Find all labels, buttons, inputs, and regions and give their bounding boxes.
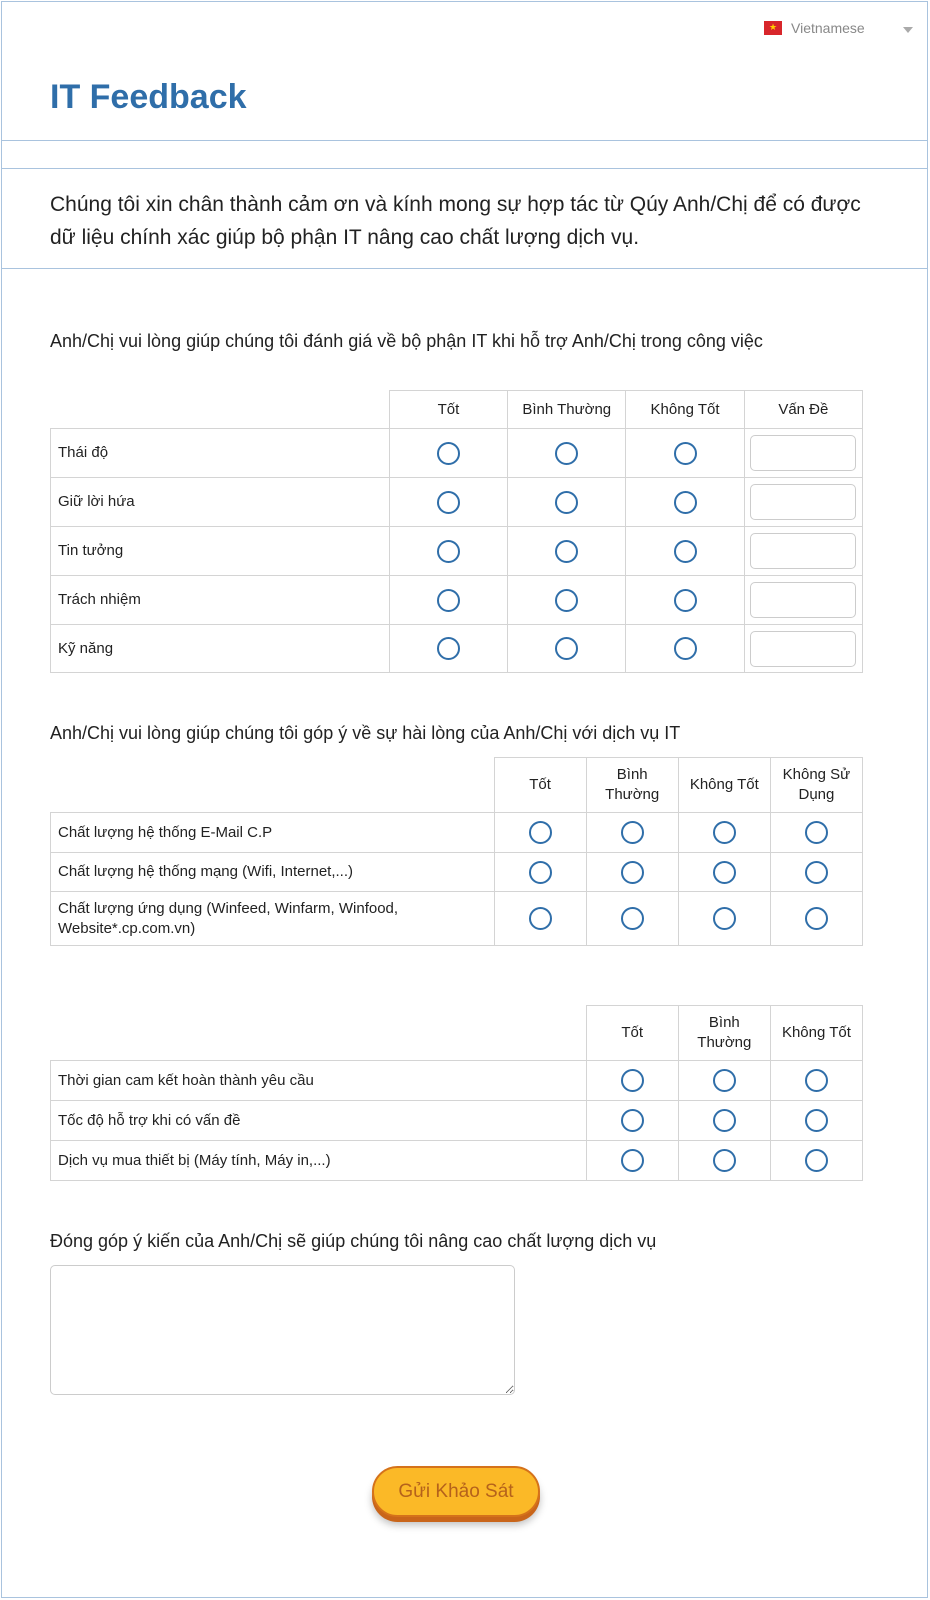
radio-button[interactable] [529,821,552,844]
radio-button[interactable] [555,540,578,563]
matrix-corner [51,758,495,813]
question-2-label: Anh/Chị vui lòng giúp chúng tôi góp ý về sự hài lòng của Anh/Chị với dịch vụ IT [50,723,681,743]
rating-cell [770,1101,862,1141]
rating-cell [678,853,770,892]
table-row [51,478,863,527]
radio-button[interactable] [529,861,552,884]
rating-cell [770,1141,862,1181]
rating-cell [770,853,862,892]
radio-button[interactable] [713,1069,736,1092]
radio-button[interactable] [621,1149,644,1172]
question-4-label: Đóng góp ý kiến của Anh/Chị sẽ giúp chúng tôi nâng cao chất lượng dịch vụ [50,1231,657,1251]
rating-cell [508,429,626,478]
matrix-corner [51,1006,587,1061]
issue-input[interactable] [750,484,856,520]
radio-button[interactable] [713,1109,736,1132]
column-header: Bình Thường [678,1006,770,1061]
issue-cell [744,527,862,576]
table-row [51,853,863,892]
radio-button[interactable] [555,637,578,660]
column-header: Không Sử Dụng [770,758,862,813]
rating-cell [494,813,586,853]
matrix-corner [51,391,390,429]
rating-cell [389,478,507,527]
issue-cell [744,429,862,478]
table-row [51,576,863,625]
radio-button[interactable] [621,907,644,930]
rating-cell [678,892,770,946]
radio-button[interactable] [674,637,697,660]
rating-cell [586,813,678,853]
row-label: Chất lượng hệ thống mạng (Wifi, Internet,...) [51,853,495,892]
rating-cell [508,527,626,576]
rating-cell [389,429,507,478]
issue-cell [744,625,862,673]
radio-button[interactable] [805,861,828,884]
rating-cell [494,853,586,892]
table-row [51,527,863,576]
column-header: Bình Thường [508,391,626,429]
radio-button[interactable] [555,442,578,465]
radio-button[interactable] [621,1069,644,1092]
radio-button[interactable] [674,589,697,612]
rating-cell [678,1061,770,1101]
question-1-label: Anh/Chị vui lòng giúp chúng tôi đánh giá về bộ phận IT khi hỗ trợ Anh/Chị trong công việc [50,331,763,351]
radio-button[interactable] [674,540,697,563]
table-row [51,892,863,946]
radio-button[interactable] [713,861,736,884]
row-label: Tốc độ hỗ trợ khi có vấn đề [51,1101,587,1141]
row-label: Trách nhiệm [51,576,390,625]
table-row [51,1141,863,1181]
divider [1,140,928,141]
feedback-textarea[interactable] [50,1265,515,1395]
row-label: Thời gian cam kết hoàn thành yêu cầu [51,1061,587,1101]
rating-cell [586,1061,678,1101]
radio-button[interactable] [555,491,578,514]
rating-matrix-it-services [50,757,863,946]
issue-input[interactable] [750,631,856,667]
table-row [51,1101,863,1141]
row-label: Kỹ năng [51,625,390,673]
column-header: Tốt [586,1006,678,1061]
table-row [51,813,863,853]
divider [1,268,928,269]
rating-matrix-it-staff [50,390,863,673]
rating-cell [586,892,678,946]
language-selector[interactable] [764,20,865,36]
column-header: Vấn Đề [744,391,862,429]
radio-button[interactable] [437,589,460,612]
rating-cell [626,527,744,576]
table-row [51,625,863,673]
radio-button[interactable] [805,1069,828,1092]
radio-button[interactable] [621,861,644,884]
intro-text: Chúng tôi xin chân thành cảm ơn và kính mong sự hợp tác từ Qúy Anh/Chị để có được dữ liệu chính xác giúp bộ phận IT nâng cao chất lượng dịch vụ. [50,193,861,249]
radio-button[interactable] [555,589,578,612]
issue-input[interactable] [750,533,856,569]
rating-cell [770,1061,862,1101]
rating-cell [626,429,744,478]
rating-cell [626,478,744,527]
rating-matrix-response [50,1005,863,1181]
column-header: Bình Thường [586,758,678,813]
rating-cell [586,853,678,892]
rating-cell [508,576,626,625]
rating-cell [389,576,507,625]
row-label: Thái độ [51,429,390,478]
rating-cell [389,527,507,576]
radio-button[interactable] [805,907,828,930]
issue-cell [744,478,862,527]
radio-button[interactable] [437,637,460,660]
radio-button[interactable] [713,907,736,930]
column-header: Không Tốt [678,758,770,813]
dropdown-caret-icon[interactable] [903,27,913,33]
rating-cell [508,478,626,527]
radio-button[interactable] [437,442,460,465]
radio-button[interactable] [674,442,697,465]
page-title: IT Feedback [50,78,247,116]
radio-button[interactable] [713,821,736,844]
radio-button[interactable] [437,491,460,514]
language-label: Vietnamese [791,20,865,36]
rating-cell [389,625,507,673]
rating-cell [678,1101,770,1141]
radio-button[interactable] [621,1109,644,1132]
radio-button[interactable] [674,491,697,514]
column-header: Tốt [494,758,586,813]
radio-button[interactable] [621,821,644,844]
radio-button[interactable] [805,821,828,844]
issue-cell [744,576,862,625]
divider [1,168,928,169]
rating-cell [494,892,586,946]
radio-button[interactable] [437,540,460,563]
table-row [51,1061,863,1101]
column-header: Không Tốt [770,1006,862,1061]
rating-cell [586,1101,678,1141]
row-label: Chất lượng hệ thống E-Mail C.P [51,813,495,853]
issue-input[interactable] [750,435,856,471]
radio-button[interactable] [805,1109,828,1132]
column-header: Không Tốt [626,391,744,429]
rating-cell [770,892,862,946]
rating-cell [678,813,770,853]
row-label: Giữ lời hứa [51,478,390,527]
row-label: Chất lượng ứng dụng (Winfeed, Winfarm, Winfood, Website*.cp.com.vn) [51,892,495,946]
rating-cell [626,576,744,625]
rating-cell [508,625,626,673]
submit-survey-button[interactable]: Gửi Khảo Sát [372,1466,540,1517]
row-label: Tin tưởng [51,527,390,576]
row-label: Dịch vụ mua thiết bị (Máy tính, Máy in,...) [51,1141,587,1181]
rating-cell [586,1141,678,1181]
rating-cell [626,625,744,673]
rating-cell [678,1141,770,1181]
radio-button[interactable] [805,1149,828,1172]
column-header: Tốt [389,391,507,429]
radio-button[interactable] [713,1149,736,1172]
table-row [51,429,863,478]
issue-input[interactable] [750,582,856,618]
vietnam-flag-icon [764,21,782,35]
rating-cell [770,813,862,853]
radio-button[interactable] [529,907,552,930]
